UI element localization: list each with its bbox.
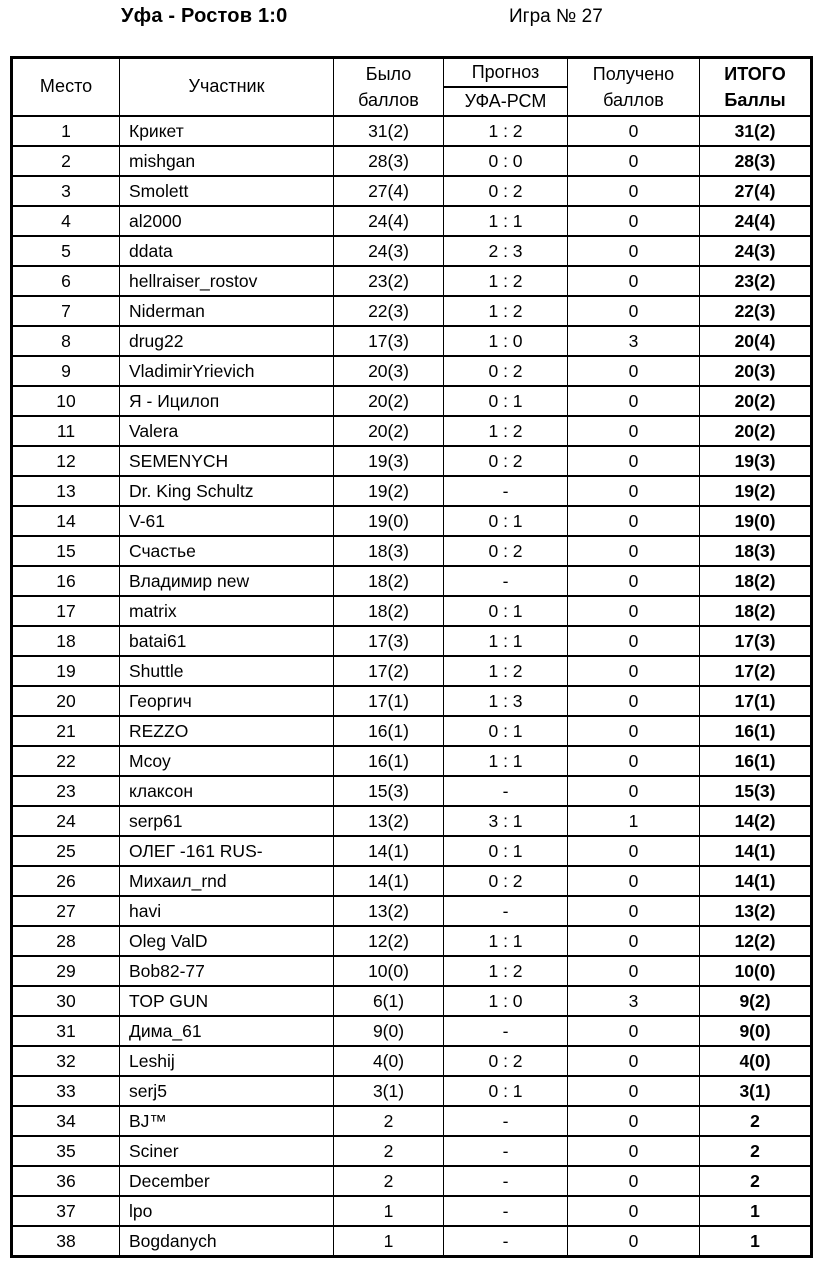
cell-total-points: 17(1) — [700, 686, 812, 716]
cell-total-points: 16(1) — [700, 716, 812, 746]
cell-participant: al2000 — [120, 206, 334, 236]
cell-had-points: 9(0) — [334, 1016, 444, 1046]
cell-received-points: 0 — [568, 686, 700, 716]
cell-total-points: 20(2) — [700, 386, 812, 416]
cell-place: 23 — [12, 776, 120, 806]
cell-forecast: - — [444, 1016, 568, 1046]
cell-place: 22 — [12, 746, 120, 776]
cell-had-points: 28(3) — [334, 146, 444, 176]
cell-participant: Sciner — [120, 1136, 334, 1166]
cell-forecast: 1 : 0 — [444, 326, 568, 356]
cell-had-points: 4(0) — [334, 1046, 444, 1076]
table-row — [12, 566, 812, 596]
cell-total-points: 1 — [700, 1226, 812, 1257]
cell-received-points: 3 — [568, 986, 700, 1016]
cell-place: 27 — [12, 896, 120, 926]
cell-had-points: 1 — [334, 1196, 444, 1226]
cell-forecast: 1 : 0 — [444, 986, 568, 1016]
table-row — [12, 1196, 812, 1226]
cell-participant: BJ™ — [120, 1106, 334, 1136]
cell-had-points: 16(1) — [334, 746, 444, 776]
cell-place: 35 — [12, 1136, 120, 1166]
cell-place: 4 — [12, 206, 120, 236]
cell-forecast: 1 : 2 — [444, 266, 568, 296]
table-row — [12, 236, 812, 266]
cell-had-points: 18(3) — [334, 536, 444, 566]
cell-place: 15 — [12, 536, 120, 566]
cell-received-points: 0 — [568, 146, 700, 176]
cell-total-points: 13(2) — [700, 896, 812, 926]
cell-participant: Leshij — [120, 1046, 334, 1076]
cell-total-points: 1 — [700, 1196, 812, 1226]
cell-had-points: 2 — [334, 1166, 444, 1196]
cell-received-points: 1 — [568, 806, 700, 836]
cell-had-points: 19(2) — [334, 476, 444, 506]
cell-participant: Bob82-77 — [120, 956, 334, 986]
cell-place: 10 — [12, 386, 120, 416]
cell-forecast: - — [444, 476, 568, 506]
cell-place: 14 — [12, 506, 120, 536]
column-header-forecast: Прогноз — [444, 58, 568, 88]
cell-had-points: 20(2) — [334, 386, 444, 416]
table-row — [12, 506, 812, 536]
cell-place: 37 — [12, 1196, 120, 1226]
table-row — [12, 476, 812, 506]
cell-had-points: 20(2) — [334, 416, 444, 446]
column-header-received-points-line1: Получено — [592, 63, 675, 84]
cell-place: 11 — [12, 416, 120, 446]
table-row — [12, 146, 812, 176]
cell-total-points: 18(2) — [700, 596, 812, 626]
cell-received-points: 0 — [568, 356, 700, 386]
table-row — [12, 176, 812, 206]
table-row — [12, 626, 812, 656]
cell-participant: mishgan — [120, 146, 334, 176]
table-row — [12, 266, 812, 296]
results-table-body — [12, 116, 812, 1257]
cell-forecast: - — [444, 1136, 568, 1166]
table-row — [12, 836, 812, 866]
cell-received-points: 0 — [568, 896, 700, 926]
cell-forecast: 1 : 2 — [444, 656, 568, 686]
cell-total-points: 17(3) — [700, 626, 812, 656]
table-row — [12, 746, 812, 776]
cell-had-points: 22(3) — [334, 296, 444, 326]
cell-received-points: 0 — [568, 1136, 700, 1166]
table-row — [12, 1046, 812, 1076]
cell-received-points: 0 — [568, 266, 700, 296]
cell-total-points: 20(2) — [700, 416, 812, 446]
cell-participant: Владимир new — [120, 566, 334, 596]
table-row — [12, 536, 812, 566]
cell-forecast: 0 : 2 — [444, 866, 568, 896]
cell-received-points: 0 — [568, 956, 700, 986]
cell-participant: Крикет — [120, 116, 334, 146]
cell-total-points: 28(3) — [700, 146, 812, 176]
cell-forecast: 0 : 2 — [444, 176, 568, 206]
column-header-forecast-match: УФА-РСМ — [444, 87, 568, 116]
cell-received-points: 0 — [568, 416, 700, 446]
cell-received-points: 0 — [568, 176, 700, 206]
cell-place: 16 — [12, 566, 120, 596]
cell-forecast: - — [444, 1196, 568, 1226]
cell-participant: Михаил_rnd — [120, 866, 334, 896]
cell-had-points: 2 — [334, 1106, 444, 1136]
cell-received-points: 0 — [568, 746, 700, 776]
cell-total-points: 27(4) — [700, 176, 812, 206]
cell-forecast: 0 : 2 — [444, 536, 568, 566]
cell-had-points: 19(0) — [334, 506, 444, 536]
cell-place: 8 — [12, 326, 120, 356]
cell-participant: ОЛЕГ -161 RUS- — [120, 836, 334, 866]
table-row — [12, 896, 812, 926]
column-header-total-line1: ИТОГО — [724, 63, 786, 84]
cell-received-points: 0 — [568, 626, 700, 656]
cell-participant: Oleg ValD — [120, 926, 334, 956]
cell-had-points: 18(2) — [334, 596, 444, 626]
cell-total-points: 18(2) — [700, 566, 812, 596]
cell-had-points: 20(3) — [334, 356, 444, 386]
header-row — [12, 58, 812, 88]
cell-had-points: 2 — [334, 1136, 444, 1166]
cell-participant: Dr. King Schultz — [120, 476, 334, 506]
column-header-received-points-line2: баллов — [603, 90, 664, 110]
cell-participant: REZZO — [120, 716, 334, 746]
cell-forecast: 1 : 2 — [444, 296, 568, 326]
cell-total-points: 17(2) — [700, 656, 812, 686]
cell-participant: Счастье — [120, 536, 334, 566]
cell-place: 1 — [12, 116, 120, 146]
cell-received-points: 0 — [568, 236, 700, 266]
cell-had-points: 16(1) — [334, 716, 444, 746]
cell-had-points: 3(1) — [334, 1076, 444, 1106]
cell-forecast: 0 : 1 — [444, 716, 568, 746]
cell-place: 18 — [12, 626, 120, 656]
cell-place: 32 — [12, 1046, 120, 1076]
cell-total-points: 2 — [700, 1166, 812, 1196]
cell-total-points: 23(2) — [700, 266, 812, 296]
cell-total-points: 20(3) — [700, 356, 812, 386]
table-row — [12, 686, 812, 716]
cell-forecast: 1 : 2 — [444, 956, 568, 986]
cell-total-points: 2 — [700, 1136, 812, 1166]
cell-forecast: 0 : 1 — [444, 386, 568, 416]
column-header-had-points-line1: Было — [365, 63, 412, 84]
column-header-participant: Участник — [120, 58, 334, 117]
cell-had-points: 15(3) — [334, 776, 444, 806]
cell-forecast: 1 : 2 — [444, 416, 568, 446]
cell-total-points: 14(1) — [700, 836, 812, 866]
cell-had-points: 24(4) — [334, 206, 444, 236]
cell-received-points: 0 — [568, 656, 700, 686]
cell-received-points: 0 — [568, 836, 700, 866]
cell-total-points: 24(4) — [700, 206, 812, 236]
cell-participant: Дима_61 — [120, 1016, 334, 1046]
cell-received-points: 0 — [568, 1226, 700, 1257]
cell-received-points: 0 — [568, 116, 700, 146]
cell-total-points: 20(4) — [700, 326, 812, 356]
cell-participant: Я - Ицилоп — [120, 386, 334, 416]
cell-received-points: 0 — [568, 476, 700, 506]
cell-received-points: 0 — [568, 446, 700, 476]
cell-participant: Bogdanych — [120, 1226, 334, 1257]
cell-received-points: 0 — [568, 1016, 700, 1046]
cell-had-points: 17(3) — [334, 626, 444, 656]
cell-had-points: 6(1) — [334, 986, 444, 1016]
cell-forecast: - — [444, 1226, 568, 1257]
cell-received-points: 0 — [568, 1076, 700, 1106]
cell-received-points: 0 — [568, 866, 700, 896]
cell-participant: batai61 — [120, 626, 334, 656]
table-row — [12, 1076, 812, 1106]
cell-forecast: 1 : 2 — [444, 116, 568, 146]
table-row — [12, 956, 812, 986]
cell-place: 7 — [12, 296, 120, 326]
column-header-total — [700, 58, 812, 117]
cell-had-points: 14(1) — [334, 866, 444, 896]
cell-had-points: 12(2) — [334, 926, 444, 956]
cell-participant: Shuttle — [120, 656, 334, 686]
table-row — [12, 596, 812, 626]
table-row — [12, 206, 812, 236]
cell-forecast: 1 : 1 — [444, 206, 568, 236]
cell-had-points: 24(3) — [334, 236, 444, 266]
column-header-place: Место — [12, 58, 120, 117]
cell-total-points: 4(0) — [700, 1046, 812, 1076]
cell-total-points: 16(1) — [700, 746, 812, 776]
cell-had-points: 10(0) — [334, 956, 444, 986]
cell-place: 33 — [12, 1076, 120, 1106]
cell-place: 30 — [12, 986, 120, 1016]
cell-received-points: 0 — [568, 1046, 700, 1076]
cell-place: 25 — [12, 836, 120, 866]
table-row — [12, 716, 812, 746]
table-row — [12, 446, 812, 476]
cell-received-points: 0 — [568, 1196, 700, 1226]
cell-participant: drug22 — [120, 326, 334, 356]
cell-place: 19 — [12, 656, 120, 686]
cell-forecast: 0 : 0 — [444, 146, 568, 176]
cell-participant: matrix — [120, 596, 334, 626]
cell-participant: ddata — [120, 236, 334, 266]
cell-participant: serp61 — [120, 806, 334, 836]
cell-participant: lpo — [120, 1196, 334, 1226]
table-row — [12, 656, 812, 686]
results-table — [10, 56, 813, 1258]
table-row — [12, 296, 812, 326]
table-row — [12, 776, 812, 806]
cell-total-points: 3(1) — [700, 1076, 812, 1106]
cell-total-points: 19(0) — [700, 506, 812, 536]
cell-place: 21 — [12, 716, 120, 746]
column-header-received-points — [568, 58, 700, 117]
cell-place: 2 — [12, 146, 120, 176]
cell-participant: VladimirYrievich — [120, 356, 334, 386]
cell-place: 34 — [12, 1106, 120, 1136]
cell-total-points: 9(2) — [700, 986, 812, 1016]
cell-forecast: - — [444, 896, 568, 926]
table-row — [12, 416, 812, 446]
cell-place: 17 — [12, 596, 120, 626]
cell-received-points: 0 — [568, 1106, 700, 1136]
cell-received-points: 0 — [568, 536, 700, 566]
cell-forecast: - — [444, 1166, 568, 1196]
cell-place: 29 — [12, 956, 120, 986]
cell-place: 38 — [12, 1226, 120, 1257]
cell-total-points: 19(2) — [700, 476, 812, 506]
cell-place: 9 — [12, 356, 120, 386]
cell-received-points: 0 — [568, 926, 700, 956]
cell-participant: клаксон — [120, 776, 334, 806]
table-row — [12, 1136, 812, 1166]
cell-participant: hellraiser_rostov — [120, 266, 334, 296]
cell-forecast: 1 : 1 — [444, 626, 568, 656]
cell-total-points: 19(3) — [700, 446, 812, 476]
cell-forecast: 0 : 1 — [444, 596, 568, 626]
match-result-title: Уфа - Ростов 1:0 — [121, 5, 288, 27]
cell-participant: Niderman — [120, 296, 334, 326]
cell-participant: December — [120, 1166, 334, 1196]
cell-place: 31 — [12, 1016, 120, 1046]
cell-total-points: 10(0) — [700, 956, 812, 986]
cell-had-points: 23(2) — [334, 266, 444, 296]
cell-place: 28 — [12, 926, 120, 956]
cell-participant: SEMENYCH — [120, 446, 334, 476]
cell-total-points: 14(1) — [700, 866, 812, 896]
cell-total-points: 15(3) — [700, 776, 812, 806]
column-header-had-points-line2: баллов — [358, 90, 419, 110]
cell-had-points: 19(3) — [334, 446, 444, 476]
cell-participant: TOP GUN — [120, 986, 334, 1016]
cell-place: 20 — [12, 686, 120, 716]
cell-had-points: 31(2) — [334, 116, 444, 146]
cell-total-points: 31(2) — [700, 116, 812, 146]
cell-participant: serj5 — [120, 1076, 334, 1106]
cell-received-points: 0 — [568, 776, 700, 806]
cell-forecast: 0 : 1 — [444, 1076, 568, 1106]
cell-total-points: 12(2) — [700, 926, 812, 956]
cell-received-points: 0 — [568, 716, 700, 746]
cell-forecast: 1 : 1 — [444, 926, 568, 956]
table-row — [12, 356, 812, 386]
cell-total-points: 14(2) — [700, 806, 812, 836]
cell-forecast: - — [444, 1106, 568, 1136]
cell-forecast: 0 : 2 — [444, 1046, 568, 1076]
cell-had-points: 13(2) — [334, 806, 444, 836]
table-row — [12, 806, 812, 836]
table-row — [12, 986, 812, 1016]
table-row — [12, 1226, 812, 1257]
cell-participant: Mcoy — [120, 746, 334, 776]
cell-participant: havi — [120, 896, 334, 926]
cell-place: 13 — [12, 476, 120, 506]
game-number-label: Игра № 27 — [509, 6, 603, 27]
cell-received-points: 0 — [568, 206, 700, 236]
cell-had-points: 17(3) — [334, 326, 444, 356]
table-row — [12, 866, 812, 896]
cell-had-points: 27(4) — [334, 176, 444, 206]
cell-forecast: 0 : 1 — [444, 506, 568, 536]
cell-received-points: 0 — [568, 296, 700, 326]
cell-had-points: 17(2) — [334, 656, 444, 686]
cell-participant: Георгич — [120, 686, 334, 716]
cell-forecast: 2 : 3 — [444, 236, 568, 266]
cell-had-points: 14(1) — [334, 836, 444, 866]
cell-had-points: 13(2) — [334, 896, 444, 926]
cell-received-points: 0 — [568, 596, 700, 626]
cell-had-points: 17(1) — [334, 686, 444, 716]
table-row — [12, 116, 812, 146]
cell-forecast: 0 : 1 — [444, 836, 568, 866]
table-row — [12, 1016, 812, 1046]
cell-total-points: 2 — [700, 1106, 812, 1136]
cell-total-points: 24(3) — [700, 236, 812, 266]
table-row — [12, 1106, 812, 1136]
cell-place: 26 — [12, 866, 120, 896]
cell-place: 24 — [12, 806, 120, 836]
column-header-had-points — [334, 58, 444, 117]
cell-forecast: - — [444, 776, 568, 806]
table-row — [12, 926, 812, 956]
cell-participant: V-61 — [120, 506, 334, 536]
cell-total-points: 18(3) — [700, 536, 812, 566]
cell-forecast: 1 : 3 — [444, 686, 568, 716]
column-header-total-line2: Баллы — [724, 90, 786, 110]
cell-received-points: 0 — [568, 566, 700, 596]
cell-place: 36 — [12, 1166, 120, 1196]
cell-place: 12 — [12, 446, 120, 476]
table-row — [12, 386, 812, 416]
cell-forecast: 0 : 2 — [444, 446, 568, 476]
cell-participant: Smolett — [120, 176, 334, 206]
cell-received-points: 0 — [568, 1166, 700, 1196]
cell-total-points: 9(0) — [700, 1016, 812, 1046]
page-header — [0, 0, 820, 34]
cell-forecast: 1 : 1 — [444, 746, 568, 776]
cell-received-points: 0 — [568, 506, 700, 536]
cell-received-points: 3 — [568, 326, 700, 356]
cell-place: 5 — [12, 236, 120, 266]
cell-total-points: 22(3) — [700, 296, 812, 326]
cell-received-points: 0 — [568, 386, 700, 416]
cell-had-points: 18(2) — [334, 566, 444, 596]
cell-forecast: 3 : 1 — [444, 806, 568, 836]
results-table-head — [12, 58, 812, 117]
cell-place: 6 — [12, 266, 120, 296]
table-row — [12, 326, 812, 356]
table-row — [12, 1166, 812, 1196]
cell-participant: Valera — [120, 416, 334, 446]
cell-had-points: 1 — [334, 1226, 444, 1257]
cell-forecast: 0 : 2 — [444, 356, 568, 386]
cell-place: 3 — [12, 176, 120, 206]
cell-forecast: - — [444, 566, 568, 596]
